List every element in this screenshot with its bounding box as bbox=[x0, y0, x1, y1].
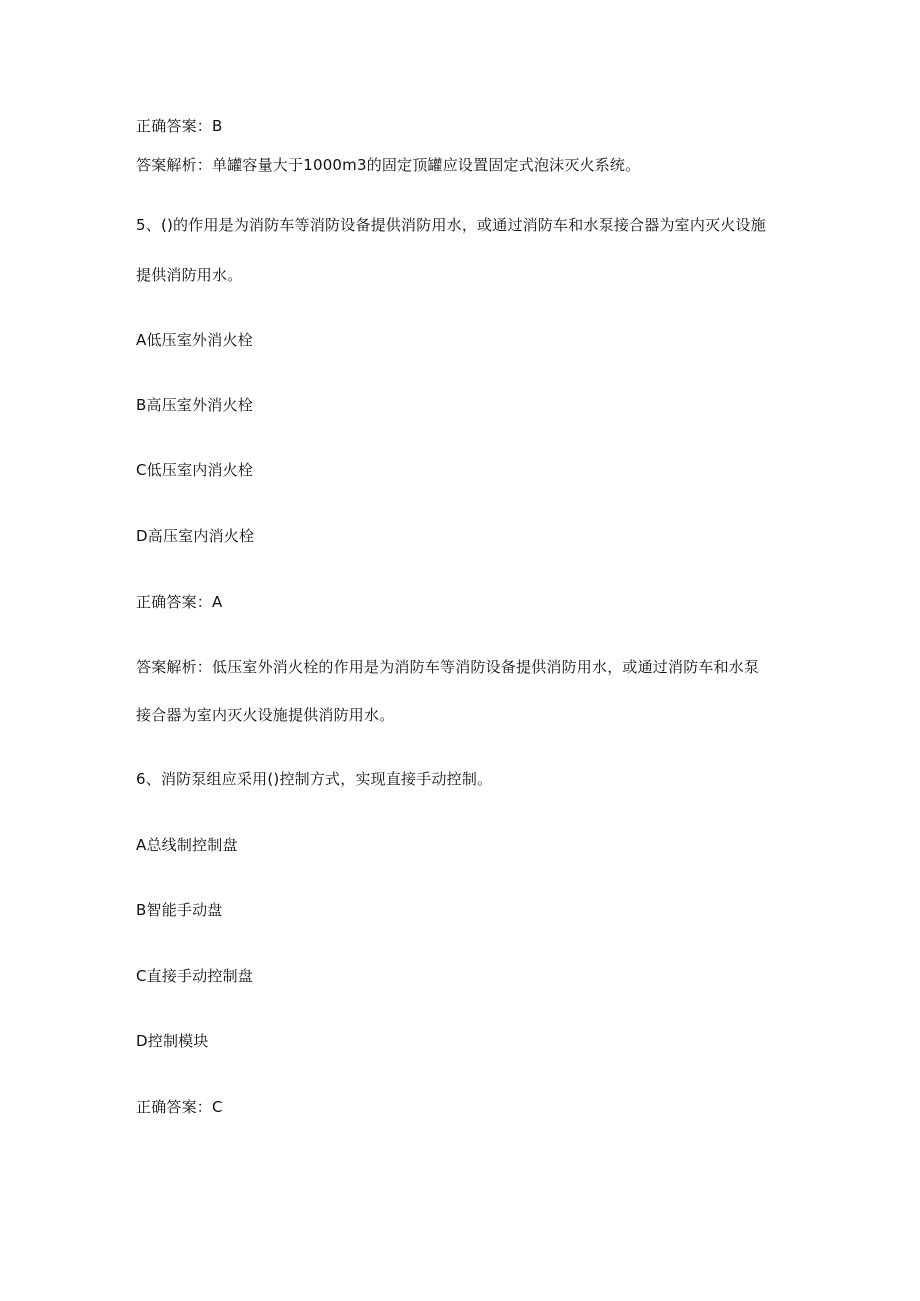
q5-correct-answer: 正确答案：A bbox=[136, 593, 223, 611]
q6-option-a: A总线制控制盘 bbox=[136, 836, 238, 854]
q5-option-c: C低压室内消火栓 bbox=[136, 461, 254, 479]
q6-question: 6、消防泵组应采用()控制方式，实现直接手动控制。 bbox=[136, 770, 493, 788]
q6-correct-answer: 正确答案：C bbox=[136, 1098, 223, 1116]
q5-option-a: A低压室外消火栓 bbox=[136, 331, 253, 349]
q4-answer-explanation: 答案解析：单罐容量大于1000m3的固定顶罐应设置固定式泡沫灭火系统。 bbox=[136, 156, 641, 174]
q4-correct-answer: 正确答案：B bbox=[136, 117, 223, 135]
q5-option-d: D高压室内消火栓 bbox=[136, 527, 255, 545]
q5-explanation-line-1: 答案解析：低压室外消火栓的作用是为消防车等消防设备提供消防用水，或通过消防车和水泵 bbox=[136, 658, 760, 676]
q5-option-b: B高压室外消火栓 bbox=[136, 396, 253, 414]
q5-explanation-line-2: 接合器为室内灭火设施提供消防用水。 bbox=[136, 706, 395, 724]
q6-option-d: D控制模块 bbox=[136, 1032, 209, 1050]
q6-option-c: C直接手动控制盘 bbox=[136, 967, 254, 985]
q6-option-b: B智能手动盘 bbox=[136, 901, 223, 919]
q5-question-line-1: 5、()的作用是为消防车等消防设备提供消防用水，或通过消防车和水泵接合器为室内灭火设施 bbox=[136, 216, 766, 234]
q5-question-line-2: 提供消防用水。 bbox=[136, 266, 243, 284]
